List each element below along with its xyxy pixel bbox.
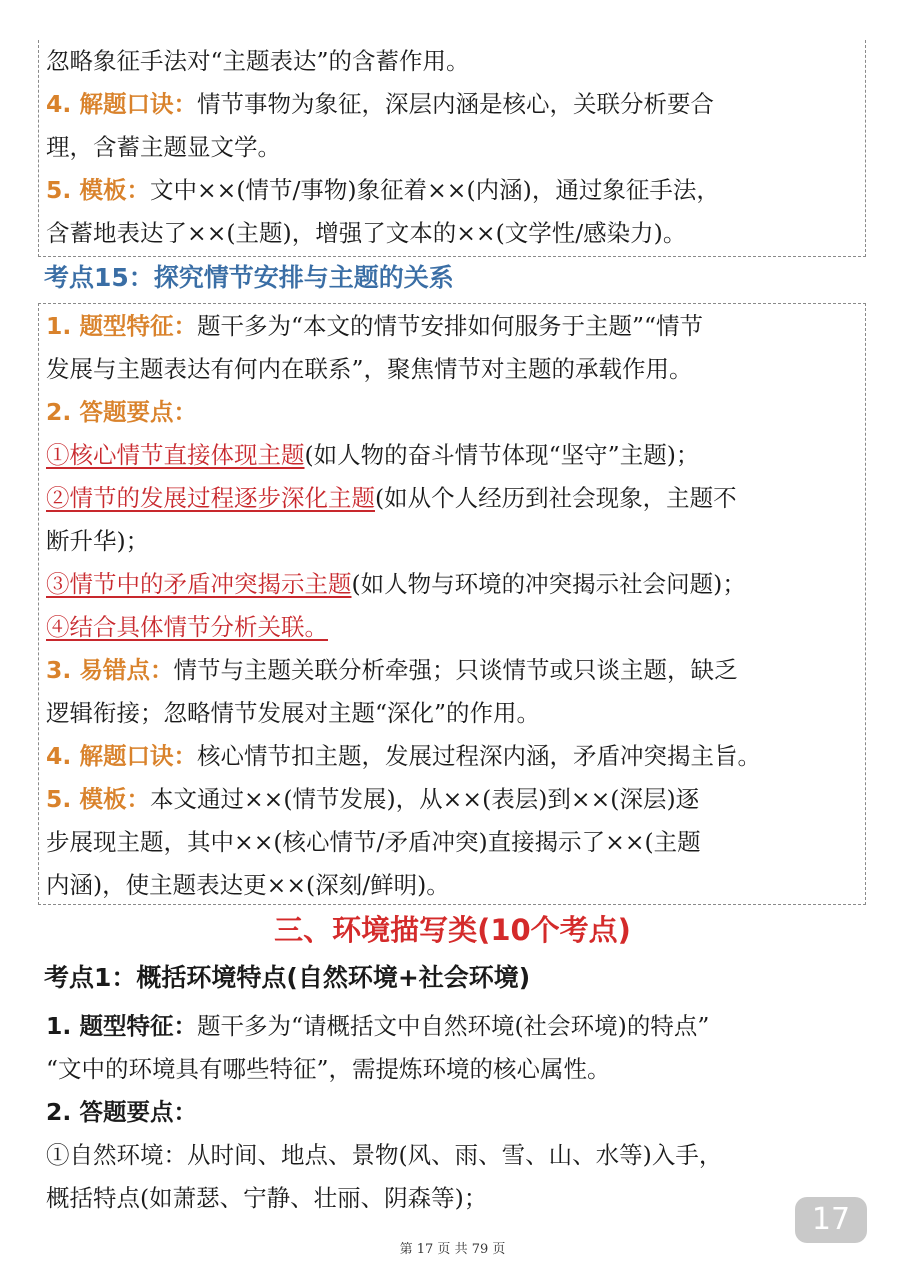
item-text: (如人物的奋斗情节体现“坚守”主题)； (304, 441, 700, 469)
item-text: 文中××(情节/事物)象征着××(内涵)，通过象征手法， (149, 176, 720, 204)
text-line: 概括特点(如萧瑟、宁静、壮丽、阴森等)； (46, 1184, 488, 1212)
item-text: 核心情节扣主题，发展过程深内涵，矛盾冲突揭主旨。 (196, 742, 761, 770)
item-text: (如人物与环境的冲突揭示社会问题)； (351, 570, 746, 598)
text-line (46, 655, 865, 685)
item-label: 1. 题型特征： (46, 312, 197, 340)
page-number-badge: 17 (795, 1197, 867, 1243)
page-footer: 第 17 页 共 79 页 (399, 1242, 506, 1257)
text-line (46, 397, 865, 427)
key-point: ①核心情节直接体现主题 (46, 441, 305, 469)
text-line (46, 311, 865, 341)
item-label: 4. 解题口诀： (46, 742, 197, 770)
text-line: 内涵)，使主题表达更××(深刻/鲜明)。 (46, 871, 450, 899)
text-line: 逻辑衔接；忽略情节发展对主题“深化”的作用。 (46, 699, 541, 727)
text-line (46, 89, 865, 119)
item-text: 情节事物为象征，深层内涵是核心，关联分析要合 (196, 90, 714, 118)
text-line (46, 741, 865, 771)
item-text: 本文通过××(情节发展)，从××(表层)到××(深层)逐 (149, 785, 700, 813)
text-line: “文中的环境具有哪些特征”，需提炼环境的核心属性。 (46, 1055, 611, 1083)
section-heading: 考点1：概括环境特点(自然环境+社会环境) (44, 963, 531, 992)
item-label: 3. 易错点： (46, 656, 174, 684)
part-heading: 三、环境描写类(10个考点) (274, 913, 631, 947)
text-line (46, 1097, 865, 1127)
item-text: 题干多为“本文的情节安排如何服务于主题”“情节 (196, 312, 704, 340)
item-label: 4. 解题口诀： (46, 90, 197, 118)
text-line (46, 175, 865, 205)
text-line (46, 784, 865, 814)
text-line: 步展现主题，其中××(核心情节/矛盾冲突)直接揭示了××(主题 (46, 828, 701, 856)
section-15-box (38, 303, 866, 905)
item-label: 5. 模板： (46, 176, 150, 204)
text-line: 发展与主题表达有何内在联系”，聚焦情节对主题的承载作用。 (46, 355, 693, 383)
item-label: 5. 模板： (46, 785, 150, 813)
item-text: 情节与主题关联分析牵强；只谈情节或只谈主题，缺乏 (173, 656, 738, 684)
text-line (46, 483, 865, 513)
text-line (46, 612, 865, 642)
key-point: ④结合具体情节分析关联。 (46, 613, 328, 641)
item-label: 2. 答题要点： (46, 398, 197, 426)
text-line: 忽略象征手法对“主题表达”的含蓄作用。 (46, 47, 470, 75)
text-line (46, 569, 865, 599)
section-heading: 考点15：探究情节安排与主题的关系 (44, 263, 454, 292)
item-label: 2. 答题要点： (46, 1098, 197, 1126)
text-line: 含蓄地表达了××(主题)，增强了文本的××(文学性/感染力)。 (46, 219, 687, 247)
item-text: (如从个人经历到社会现象，主题不 (375, 484, 737, 512)
item-label: 1. 题型特征： (46, 1012, 197, 1040)
text-line: ①自然环境：从时间、地点、景物(风、雨、雪、山、水等)入手， (46, 1141, 723, 1169)
item-text: 题干多为“请概括文中自然环境(社会环境)的特点” (196, 1012, 710, 1040)
key-point: ③情节中的矛盾冲突揭示主题 (46, 570, 352, 598)
text-line (46, 1011, 865, 1041)
text-line: 断升华)； (46, 527, 150, 555)
text-line: 理，含蓄主题显文学。 (46, 133, 281, 161)
text-line (46, 440, 865, 470)
key-point: ②情节的发展过程逐步深化主题 (46, 484, 375, 512)
